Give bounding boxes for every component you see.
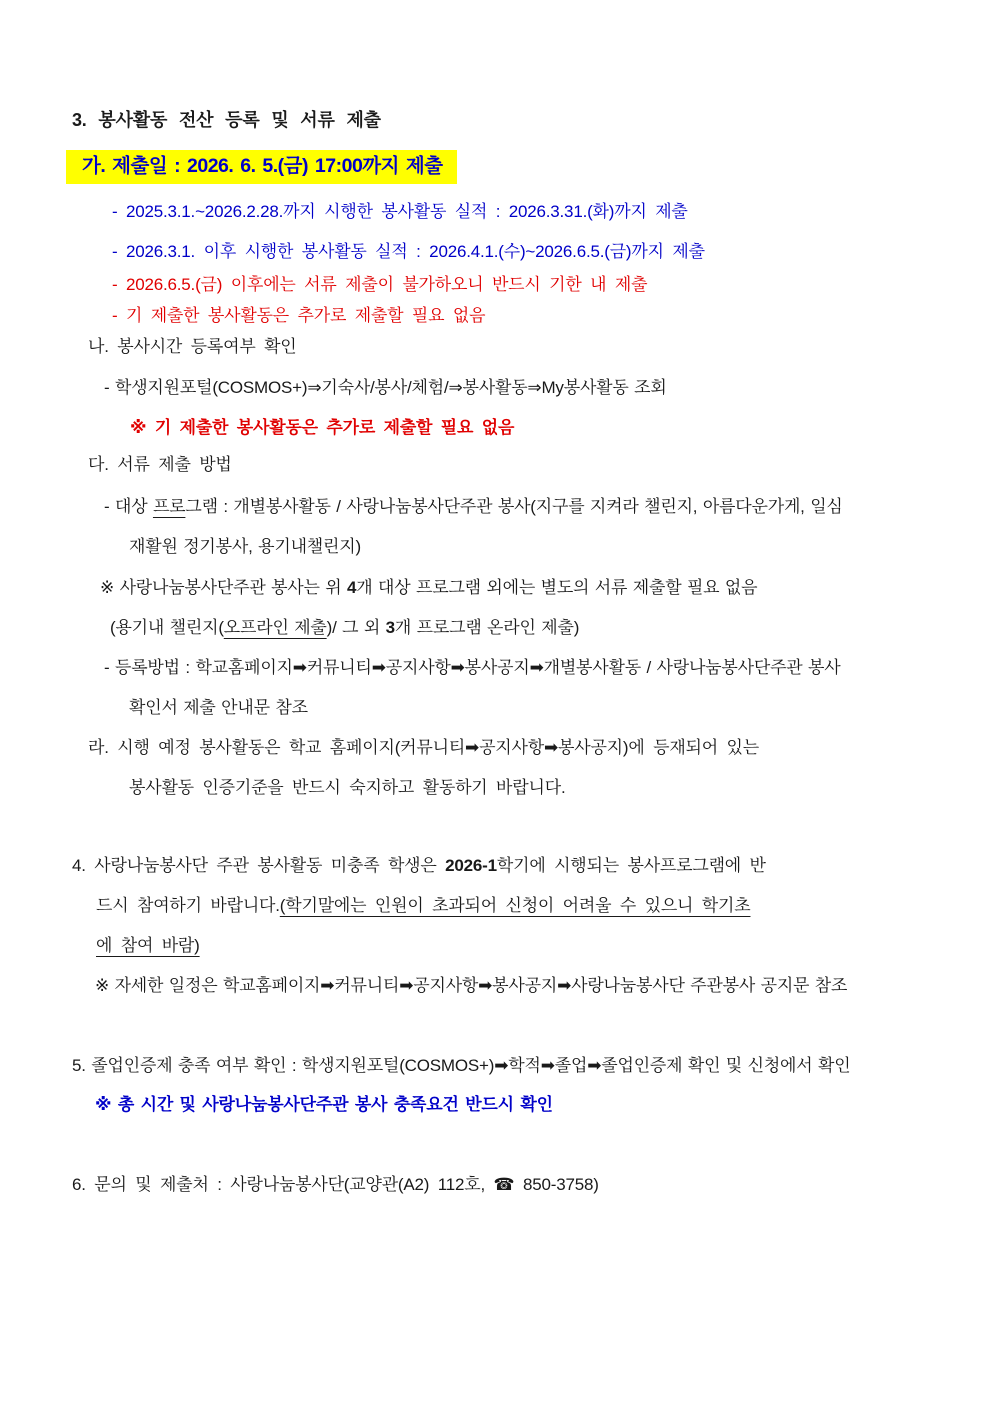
resubmission-warning: ※ 기 제출한 봉사활동은 추가로 제출할 필요 없음 bbox=[130, 418, 515, 437]
section-da-heading: 다. 서류 제출 방법 bbox=[88, 455, 232, 474]
section-4-line-3: 에 참여 바람) bbox=[96, 936, 200, 955]
section-ra-line-2: 봉사활동 인증기준을 반드시 숙지하고 활동하기 바랍니다. bbox=[129, 778, 566, 797]
section-5-requirement-warning: ※ 총 시간 및 사랑나눔봉사단주관 봉사 충족요건 반드시 확인 bbox=[95, 1095, 553, 1114]
section-3-heading: 3. 봉사활동 전산 등록 및 서류 제출 bbox=[72, 110, 381, 130]
deadline-note-late-submission: - 2026.6.5.(금) 이후에는 서류 제출이 불가하오니 반드시 기한 내 제출 bbox=[112, 275, 648, 294]
registration-method-line-2: 확인서 제출 안내문 참조 bbox=[129, 698, 308, 717]
section-na-heading: 나. 봉사시간 등록여부 확인 bbox=[88, 337, 297, 356]
extra-docs-note-line-1: ※ 사랑나눔봉사단주관 봉사는 위 4개 대상 프로그램 외에는 별도의 서류 제출할 필요 없음 bbox=[100, 578, 758, 597]
section-4-schedule-note: ※ 자세한 일정은 학교홈페이지➡커뮤니티➡공지사항➡봉사공지➡사랑나눔봉사단 주관봉사 공지문 참조 bbox=[95, 976, 848, 995]
target-programs-line-2: 재활원 정기봉사, 용기내챌린지) bbox=[129, 537, 361, 556]
deadline-note-current-period: - 2026.3.1. 이후 시행한 봉사활동 실적 : 2026.4.1.(수)~2026.6.5.(금)까지 제출 bbox=[112, 242, 705, 261]
submission-deadline-highlight: 가. 제출일 : 2026. 6. 5.(금) 17:00까지 제출 bbox=[66, 150, 457, 184]
deadline-note-already-submitted: - 기 제출한 봉사활동은 추가로 제출할 필요 없음 bbox=[112, 306, 486, 325]
registration-method-line-1: - 등록방법 : 학교홈페이지➡커뮤니티➡공지사항➡봉사공지➡개별봉사활동 / 사랑나눔봉사단주관 봉사 bbox=[104, 658, 841, 677]
section-ra-line-1: 라. 시행 예정 봉사활동은 학교 홈페이지(커뮤니티➡공지사항➡봉사공지)에 등재되어 있는 bbox=[88, 738, 759, 757]
portal-navigation-path: - 학생지원포털(COSMOS+)⇒기숙사/봉사/체험/⇒봉사활동⇒My봉사활동 조회 bbox=[104, 378, 667, 397]
section-5-line-1: 5. 졸업인증제 충족 여부 확인 : 학생지원포털(COSMOS+)➡학적➡졸업➡졸업인증제 확인 및 신청에서 확인 bbox=[72, 1056, 851, 1075]
deadline-note-past-period: - 2025.3.1.~2026.2.28.까지 시행한 봉사활동 실적 : 2026.3.31.(화)까지 제출 bbox=[112, 202, 688, 221]
section-4-line-2: 드시 참여하기 바랍니다.(학기말에는 인원이 초과되어 신청이 어려울 수 있으니 학기초 bbox=[96, 896, 751, 915]
section-6-contact-line: 6. 문의 및 제출처 : 사랑나눔봉사단(교양관(A2) 112호, ☎ 850-3758) bbox=[72, 1175, 599, 1194]
section-4-line-1: 4. 사랑나눔봉사단 주관 봉사활동 미충족 학생은 2026-1학기에 시행되는 봉사프로그램에 반 bbox=[72, 856, 766, 875]
target-programs-line-1: - 대상 프로그램 : 개별봉사활동 / 사랑나눔봉사단주관 봉사(지구를 지켜라 챌린지, 아름다운가게, 일심 bbox=[104, 497, 843, 516]
extra-docs-note-line-2: (용기내 챌린지(오프라인 제출)/ 그 외 3개 프로그램 온라인 제출) bbox=[110, 618, 580, 637]
